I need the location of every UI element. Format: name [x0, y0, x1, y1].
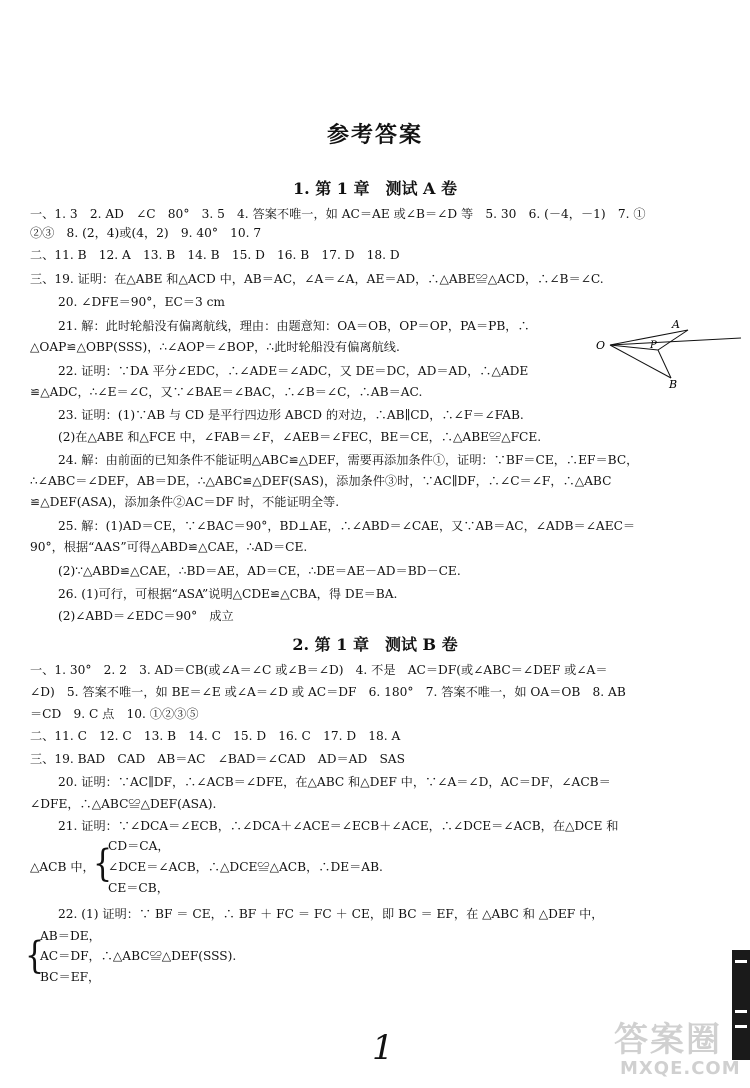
answer-line: 23. 证明：(1)∵AB 与 CD 是平行四边形 ABCD 的对边，∴AB∥CD，∴∠F＝∠FAB. — [58, 408, 524, 422]
answer-line: ＝CD 9. C 点 10. ①②③⑤ — [30, 707, 199, 721]
answer-line: 26. (1)可行，可根据“ASA”说明△CDE≌△CBA，得 DE＝BA. — [58, 587, 398, 601]
section-heading-test-a: 1. 第 1 章 测试 A 卷 — [292, 179, 458, 198]
answer-line: 21. 解：此时轮船没有偏离航线，理由：由题意知：OA＝OB，OP＝OP，PA＝PB，∴ — [58, 319, 530, 333]
page-number: 1 — [372, 1028, 394, 1068]
answer-line: 24. 解：由前面的已知条件不能证明△ABC≌△DEF，需要再添加条件①，证明：∵BF＝CE，∴EF＝BC， — [58, 453, 639, 467]
label-a: A — [672, 318, 680, 331]
page-title: 参考答案 — [326, 122, 423, 148]
answer-line: 二、11. B 12. A 13. B 14. B 15. D 16. B 17. D 18. D — [30, 248, 400, 262]
answer-line: 90°，根据“AAS”可得△ABD≌△CAE，∴AD＝CE. — [30, 540, 308, 554]
answer-line: (2)∠ABD＝∠EDC＝90° 成立 — [58, 609, 234, 623]
label-p: P — [650, 340, 657, 351]
answer-line: ≌△ADC，∴∠E＝∠C，又∵∠BAE＝∠BAC，∴∠B＝∠C，∴AB＝AC. — [30, 385, 423, 399]
ship-route-diagram — [596, 318, 746, 390]
system-line: AB＝DE， — [40, 929, 101, 943]
answer-line: 20. 证明：∵AC∥DF，∴∠ACB＝∠DFE，在△ABC 和△DEF 中，∵∠A＝∠D，AC＝DF，∠ACB＝ — [58, 775, 611, 789]
answer-line: 一、1. 3 2. AD ∠C 80° 3. 5 4. 答案不唯一，如 AC＝AE 或∠B＝∠D 等 5. 30 6. (－4，－1) 7. ① — [30, 207, 646, 221]
answer-line: 三、19. 证明：在△ABE 和△ACD 中，AB＝AC，∠A＝∠A，AE＝AD，∴△ABE≌△ACD，∴∠B＝∠C. — [30, 272, 604, 286]
answer-line: (2)∵△ABD≌△CAE，∴BD＝AE，AD＝CE，∴DE＝AE－AD＝BD－CE. — [58, 564, 461, 578]
system-line: CE＝CB， — [108, 881, 169, 895]
answer-line: ∴∠ABC＝∠DEF，AB＝DE，∴△ABC≌△DEF(SAS)，添加条件③时，∵AC∥DF，∴∠C＝∠F，∴△ABC — [30, 474, 612, 488]
answer-line: 一、1. 30° 2. 2 3. AD＝CB(或∠A＝∠C 或∠B＝∠D) 4. 不是 AC＝DF(或∠ABC＝∠DEF 或∠A＝ — [30, 663, 608, 677]
system-line: AC＝DF，∴△ABC≌△DEF(SSS). — [40, 949, 237, 963]
answer-line: 25. 解：(1)AD＝CE，∵∠BAC＝90°，BD⊥AE，∴∠ABD＝∠CAE，又∵AB＝AC，∠ADB＝∠AEC＝ — [58, 519, 636, 533]
watermark-url: MXQE.COM — [620, 1058, 741, 1079]
left-brace: { — [93, 842, 113, 886]
system-line: BC＝EF， — [40, 970, 101, 984]
answer-line: 三、19. BAD CAD AB＝AC ∠BAD＝∠CAD AD＝AD SAS — [30, 752, 405, 766]
answer-line: ∠DFE，∴△ABC≌△DEF(ASA). — [30, 797, 217, 811]
answer-line: ∠D) 5. 答案不唯一，如 BE＝∠E 或∠A＝∠D 或 AC＝DF 6. 180° 7. 答案不唯一，如 OA＝OB 8. AB — [30, 685, 626, 699]
label-o: O — [596, 339, 606, 352]
answer-line: 二、11. C 12. C 13. B 14. C 15. D 16. C 17. D 18. A — [30, 729, 401, 743]
answer-line: 20. ∠DFE＝90°，EC＝3 cm — [58, 295, 225, 309]
system-line: CD＝CA， — [108, 839, 170, 853]
label-b: B — [669, 378, 678, 390]
watermark-text: 答案圈 — [614, 1020, 722, 1060]
left-brace: { — [25, 934, 45, 978]
answer-line: ≌△DEF(ASA)，添加条件②AC＝DF 时，不能证明全等. — [30, 495, 340, 509]
answer-line: 22. (1) 证明：∵ BF ＝ CE，∴ BF ＋ FC ＝ FC ＋ CE，即 BC ＝ EF，在 △ABC 和 △DEF 中， — [58, 907, 604, 921]
section-heading-test-b: 2. 第 1 章 测试 B 卷 — [292, 635, 458, 654]
answer-line: (2)在△ABE 和△FCE 中，∠FAB＝∠F，∠AEB＝∠FEC，BE＝CE，∴△ABE≌△FCE. — [58, 430, 542, 444]
system-line: ∠DCE＝∠ACB，∴△DCE≌△ACB，∴DE＝AB. — [108, 860, 383, 874]
answer-line: △OAP≌△OBP(SSS)，∴∠AOP＝∠BOP，∴此时轮船没有偏离航线. — [30, 340, 400, 354]
watermark-logo — [612, 1012, 748, 1086]
q21-prefix: △ACB 中， — [30, 860, 95, 874]
answer-line: 21. 证明：∵∠DCA＝∠ECB，∴∠DCA＋∠ACE＝∠ECB＋∠ACE，∴∠DCE＝∠ACB，在△DCE 和 — [58, 819, 619, 833]
answer-line: ②③ 8. (2，4)或(4，2) 9. 40° 10. 7 — [30, 226, 262, 240]
answer-line: 22. 证明：∵DA 平分∠EDC，∴∠ADE＝∠ADC，又 DE＝DC，AD＝AD，∴△ADE — [58, 364, 529, 378]
